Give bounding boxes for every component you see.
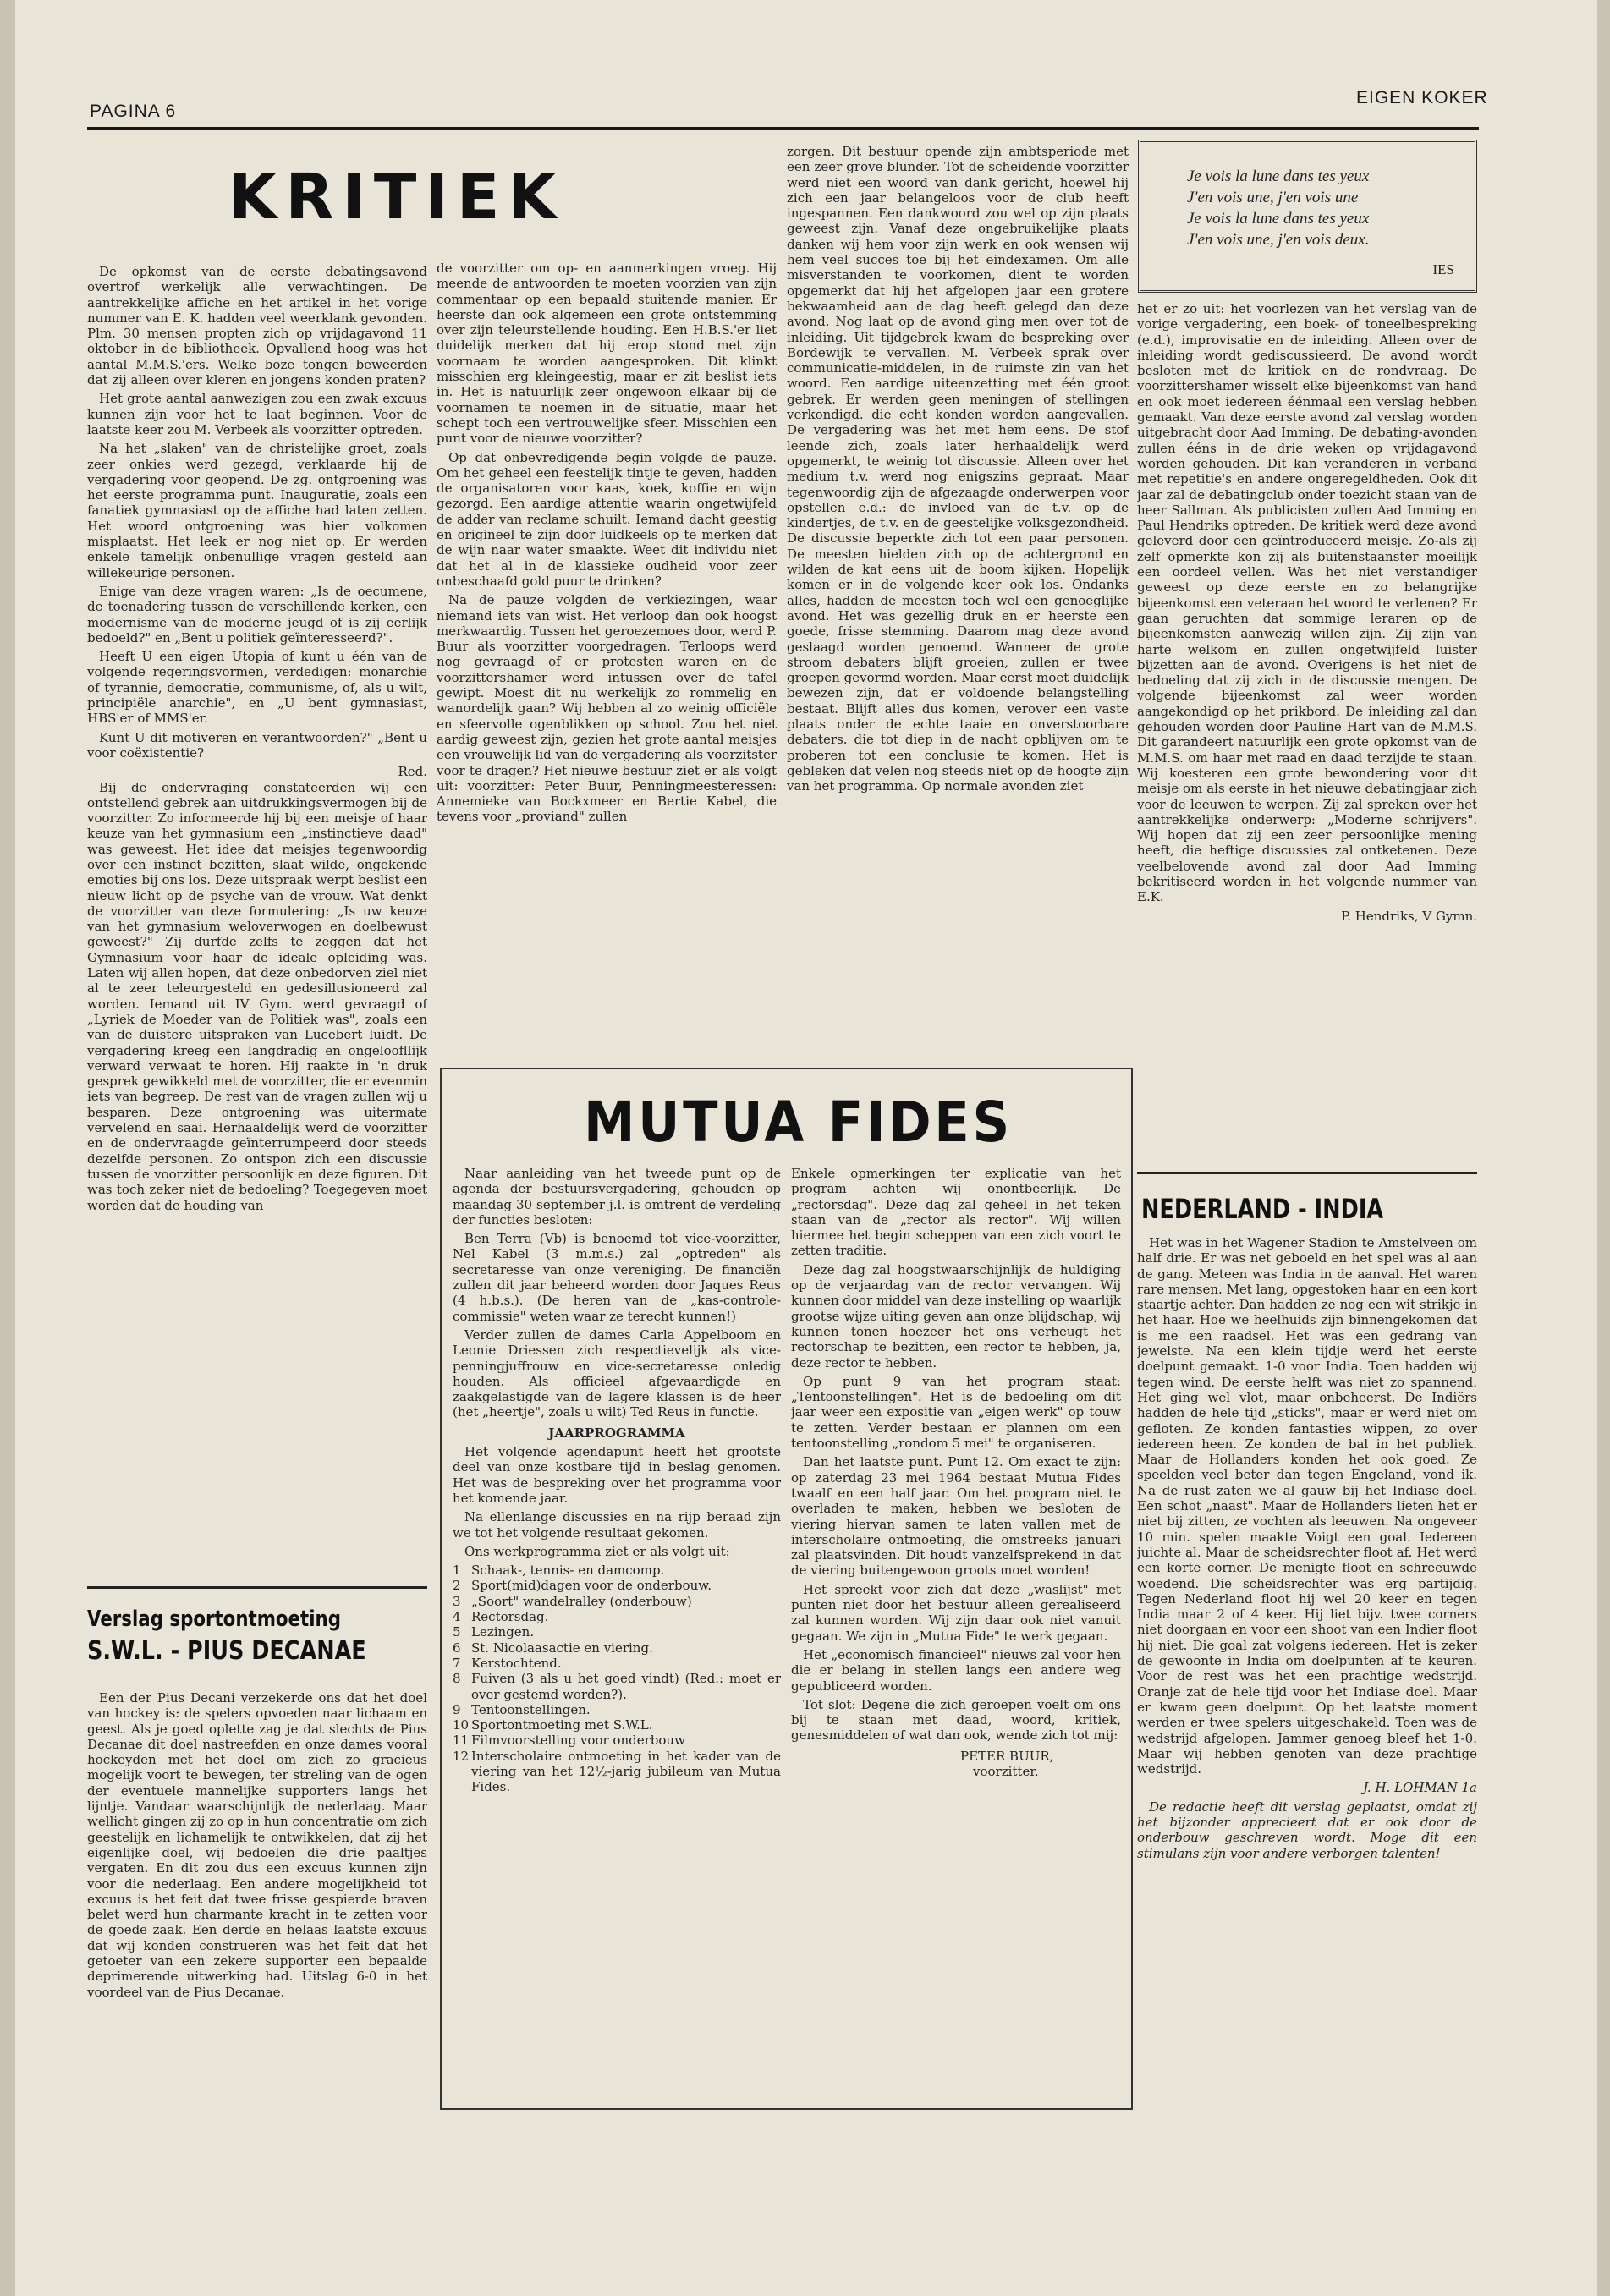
- paragraph: Het was in het Wagener Stadion te Amstelveen om half drie. Er was net geboeld en het spel was al aan de gang. Meteen was India in de aanval. Het waren rare mensen. Met lang, opgestoken haar en een kort staartje achter. Dan hadden ze nog een wit strikje in het haar. Hoe we heelhuids zijn binnengekomen dat is me een raadsel. Het was een gedrang van jewelste. Na een klein tijdje werd het eerste doelpunt gemaakt. 1-0 voor India. Toen hadden wij tegen wind. De eerste helft was niet zo spannend. Het ging wel vlot, maar onbeheerst. De Indiërs hadden de hele tijd „sticks", maar er werd niet om gefloten. Ze konden fantasties wippen, zo over iedereen heen. Ze konden de bal in het publiek. Maar de Hollanders konden het ook goed. Ze speelden veel beter dan tegen Engeland, vond ik. Na de rust zaten we al gauw bij het Indiase doel. Een schot „naast". Maar de Hollanders lieten het er niet bij zitten, ze vochten als leeuwen. Na ongeveer 10 min. spelen maakte Voigt een goal. Iedereen juichte al. Maar de scheidsrechter floot af. Het werd een korte corner. De menigte floot en schreeuwde woedend. Die scheidsrechter was erg partijdig. Tegen Nederland floot hij wel 20 keer en tegen India maar 2 of 4 keer. Hij liet bijv. twee corners niet doorgaan en voor een shoot van een Indier floot hij niet. Die goal zat volgens iedereen. Het is zeker de gewoonte in India om doelpunten af te keuren. Voor de rest was het een prachtige wedstrijd. Oranje zat de hele tijd voor het Indiase doel. Maar er kwam geen doelpunt. Op het laatste moment werden er twee spelers uitgeschakeld. Toen was de wedstrijd afgelopen. Jammer genoeg bleef het 1-0. Maar wij hebben genoten van deze prachtige wedstrijd.: [1137, 1235, 1477, 1777]
- mutua-right-column: [791, 1166, 1121, 2096]
- paragraph: Kunt U dit motiveren en verantwoorden?" „Bent u voor coëxistentie?: [87, 729, 427, 761]
- kritiek-column-3: [787, 144, 1129, 1053]
- paragraph: Bij de ondervraging constateerden wij een ontstellend gebrek aan uitdrukkingsvermogen bij de voorzitter. Zo informeerde hij bij een meisje of haar keuze van het gymnasium een „instinctieve daad" was geweest. Het idee dat meisjes tegenwoordig over een instinct bezitten, slaat wilde, ongekende emoties bij ons los. Deze uitspraak werpt beslist een nieuw licht op de psyche van de vrouw. Wat denkt de voorzitter van deze formulering: „Is uw keuze van het gymnasium weloverwogen en doelbewust geweest?" Zij durfde zelfs te zeggen dat het Gymnasium voor haar de ideale opleiding was. Laten wij allen hopen, dat deze onbedorven ziel niet al te zeer teleurgesteld en gedesillusioneerd zal worden. Iemand uit IV Gym. werd gevraagd of „Lyriek de Moeder van de Politiek was", zoals een van de duistere uitspraken van Lucebert luidt. De vergadering kreeg een langdradig en ongeloofllijk verward verwaat te horen. Hij raakte in 'n druk gesprek gewikkeld met de voorzitter, die er evenmin iets van begreep. De rest van de vragen zullen wij u besparen. Deze ontgroening was uitermate vervelend en saai. Herhaaldelijk werd de voorzitter en de ondervraagde geïnterrumpeerd door steeds dezelfde personen. Zo ontspon zich een discussie tussen de voorzitter persoonlijk en deze figuren. Dit was toch zeker niet de bedoeling? Toegegeven moet worden dat de houding van: [87, 779, 427, 1213]
- paragraph: Enkele opmerkingen ter explicatie van het program achten wij onontbeerlijk. De „rectorsdag". Deze dag zal geheel in het teken staan van de „rector als rector". Wij willen hiermee het begin scheppen van een zich voort te zetten traditie.: [791, 1166, 1121, 1259]
- poem-box: [1138, 140, 1477, 293]
- india-title: NEDERLAND - INDIA: [1141, 1193, 1384, 1225]
- program-item: [453, 1717, 781, 1733]
- program-item-number: 3: [453, 1593, 461, 1609]
- paragraph: Het volgende agendapunt heeft het grootste deel van onze kostbare tijd in beslag genomen. Het was de bespreking over het programma voor het komende jaar.: [453, 1444, 781, 1506]
- program-item-text: Interscholaire ontmoeting in het kader van de viering van het 12½-jarig jubileum van Mutua Fides.: [471, 1748, 781, 1795]
- editor-note-red: Red.: [398, 764, 427, 780]
- program-item: [453, 1578, 781, 1593]
- paragraph: zorgen. Dit bestuur opende zijn ambtsperiode met een zeer grove blunder. Tot de scheidende voorzitter werd niet een woord van dank gericht, hoewel hij zich een jaar belangeloos voor de club heeft ingespannen. Een dankwoord zou wel op zijn plaats geweest zijn. Vanaf deze ongebruikelijke plaats danken wij hem voor zijn werk en ook wensen wij hem veel succes toe bij het eindexamen. Om alle misverstanden te voorkomen, dient te worden opgemerkt dat hij het afgelopen jaar een grotere bekwaamheid aan de dag heeft gelegd dan deze avond. Nog laat op de avond ging men over tot de inleiding. Uit tijdgebrek kwam de bespreking over Bordewijk te vervallen. M. Verbeek sprak over communicatie-middelen, in de ruimste zin van het woord. Een aardige uiteenzetting met één groot gebrek. Er werden geen meningen of stellingen verkondigd. die echt konden worden aangevallen. De vergadering was het met hem eens. De stof leende zich, zoals later herhaaldelijk werd opgemerkt, te weinig tot discussie. Alleen over het medium t.v. werd nog enigszins gepraat. Maar tegenwoordig zijn de afgezaagde onderwerpen voor opstellen e.d.: de invloed van de t.v. op de kindertjes, de t.v. en de geestelijke volksgezondheid. De discussie beperkte zich tot een paar personen. De meesten hielden zich op de achtergrond en wilden de kat eens uit de boom kijken. Hopelijk komen er in de volgende keer ook los. Ondanks alles, hadden de meesten toch wel een genoeglijke avond. Het was gezellig druk en er heerste een goede, frisse stemming. Daarom mag deze avond geslaagd worden genoemd. Wanneer de grote stroom debaters blijft groeien, zullen er twee groepen gevormd worden. Maar eerst moet duidelijk bewezen zijn, dat er voldoende belangstelling bestaat. Blijft alles dus komen, verover een vaste plaats onder de echte taaie en onverstoorbare debaters. die tot diep in de nacht opblijven om te proberen tot een conclusie te komen. Het is gebleken dat velen nog steeds niet op de hoogte zijn van het programma. Op normale avonden ziet: [787, 144, 1129, 794]
- program-item-text: St. Nicolaasactie en viering.: [471, 1640, 653, 1656]
- program-item-number: 10: [453, 1717, 470, 1733]
- program-item-number: 2: [453, 1578, 461, 1594]
- paragraph: Een der Pius Decani verzekerde ons dat het doel van hockey is: de spelers opvoeden naar lichaam en geest. Als je goed oplette zag je dat slechts de Pius Decanae dit doel nastreefden en onze dames vooral hockeyden met het doel om zich zo gracieus mogelijk voort te bewegen, ter streling van de ogen der eventuele mannelijke supporters langs het lijntje. Vandaar waarschijnlijk de nederlaag. Maar wellicht gingen zij zo op in hun concentratie om zich geestelijk en lichamelijk te ontwikkelen, dat zij het eigenlijke doel, wij bedoelen die drie paaltjes vergaten. En dit zou dus een excuus kunnen zijn voor die nederlaag. Een andere mogelijkheid tot excuus is het feit dat twee frisse gespierde braven belet werd hun charmante kracht in te zetten voor de goede zaak. Een derde en helaas laatste excuus dat wij konden construeren was het feit dat het getoeter van een zekere supporter een bepaalde deprimerende uitwerking had. Uitslag 6-0 in het voordeel van de Pius Decanae.: [87, 1690, 427, 2000]
- paragraph: Het spreekt voor zich dat deze „waslijst" met punten niet door het bestuur alleen gerealiseerd zal kunnen worden. Wij zijn daar ook niet vanuit gegaan. We zijn in „Mutua Fide" te werk gegaan.: [791, 1581, 1121, 1644]
- program-item: [453, 1702, 781, 1717]
- poem-line: J'en vois une, j'en vois deux.: [1187, 231, 1370, 249]
- program-item-number: 12: [453, 1748, 470, 1764]
- sport-title: [87, 1603, 427, 1667]
- program-item-number: 5: [453, 1624, 461, 1640]
- program-item-text: Filmvoorstelling voor onderbouw: [471, 1733, 685, 1749]
- paragraph: Deze dag zal hoogstwaarschijnlijk de huldiging op de verjaardag van de rector vervangen. Wij kunnen door middel van deze instelling op waarlijk grootse wijze uiting geven aan onze blijdschap, wij kunnen tonen hoezeer het ons verheugt het rectorschap te bezitten, een rector te hebben, ja, deze rector te hebben.: [791, 1261, 1121, 1370]
- program-item-number: 7: [453, 1655, 461, 1671]
- program-item-text: Sportontmoeting met S.W.L.: [471, 1717, 653, 1733]
- program-item-text: „Soort" wandelralley (onderbouw): [471, 1593, 692, 1609]
- paragraph: Op punt 9 van het program staat: „Tentoonstellingen". Het is de bedoeling om dit jaar weer een expositie van „eigen werk" op touw te zetten. Verder bestaan er plannen om een tentoonstelling „rondom 5 mei" te organiseren.: [791, 1373, 1121, 1452]
- program-item: [453, 1656, 781, 1671]
- paragraph: Het „economisch financieel" nieuws zal voor hen die er belang in stellen langs een andere weg gepubliceerd worden.: [791, 1646, 1121, 1694]
- publication-name: EIGEN KOKER: [1356, 88, 1488, 107]
- paragraph: De opkomst van de eerste debatingsavond overtrof werkelijk alle verwachtingen. De aantrekkelijke affiche en het artikel in het vorige nummer van E. K. hadden veel weerklank gevonden. Plm. 30 mensen propten zich op vrijdagavond 11 oktober in de bibliotheek. Opvallend hoog was het aantal M.M.S.'ers. Welke boze tongen beweerden dat zij alleen over kleren en jongens konden praten?: [87, 264, 427, 388]
- mutua-left-column: [453, 1166, 781, 2096]
- paragraph: de voorzitter om op- en aanmerkingen vroeg. Hij meende de antwoorden te moeten voorzien van zijn commentaar op een bepaald stuitende manier. Er heerste dan ook algemeen een grote ontstemming over zijn teleurstellende houding. Een H.B.S.'er liet duidelijk merken dat hij erop stond met zijn voornaam te worden aangesproken. Dit klinkt misschien erg kleingeestig, maar er zit beslist iets in. Het is natuurlijk zeer ongewoon elkaar bij de voornamen te noemen in de situatie, maar het schept toch een vertrouwelijke sfeer. Misschien een punt voor de nieuwe voorzitter?: [437, 261, 777, 447]
- paragraph: Na het „slaken" van de christelijke groet, zoals zeer onkies werd gezegd, verklaarde hij de vergadering voor geopend. De zg. ontgroening was het eerste programma punt. Inauguratie, zoals een fanatiek gymnasiast op de affiche had laten zetten. Het woord ontgroening was hier volkomen misplaatst. Het leek er nog niet op. Er werden enkele tamelijk onbenullige vragen gesteld aan willekeurige personen.: [87, 441, 427, 580]
- signature-role: voorzitter.: [973, 1763, 1039, 1779]
- program-item-text: Fuiven (3 als u het goed vindt) (Red.: moet er over gestemd worden?).: [471, 1671, 781, 1702]
- india-top-rule: [1137, 1172, 1477, 1174]
- paragraph: Na ellenlange discussies en na rijp beraad zijn we tot het volgende resultaat gekomen.: [453, 1509, 781, 1541]
- poem-line: J'en vois une, j'en vois une: [1187, 189, 1359, 206]
- kritiek-column-1: [87, 264, 427, 1563]
- paragraph: Ben Terra (Vb) is benoemd tot vice-voorzitter, Nel Kabel (3 m.m.s.) zal „optreden" als secretaresse van onze vereniging. De financiën zullen dit jaar beheerd worden door Jaques Reus (4 h.b.s.). (De heren van de „kas-controle-commissie" weten waar ze terecht kunnen!): [453, 1231, 781, 1324]
- kritiek-signature: P. Hendriks, V Gymn.: [1341, 908, 1477, 924]
- sport-title-line-2: S.W.L. - PIUS DECANAE: [87, 1636, 366, 1666]
- poem-author: IES: [1432, 261, 1454, 277]
- program-subheading: JAARPROGRAMMA: [548, 1425, 685, 1441]
- program-item: [453, 1733, 781, 1748]
- program-item-number: 6: [453, 1640, 461, 1656]
- paragraph: Naar aanleiding van het tweede punt op de agenda der bestuursvergadering, gehouden op maandag 30 september j.l. is omtrent de verdeling der functies besloten:: [453, 1166, 781, 1228]
- paragraph: Heeft U een eigen Utopia of kunt u één van de volgende regeringsvormen, verdedigen: monarchie of tyrannie, democratie, communisme, of, als u wilt, principiële anarchie", en „U bent gymnasiast, HBS'er of MMS'er.: [87, 649, 427, 727]
- program-item-text: Tentoonstellingen.: [471, 1701, 591, 1717]
- program-list: [453, 1563, 781, 1794]
- program-item-text: Rectorsdag.: [471, 1609, 549, 1625]
- program-item-text: Lezingen.: [471, 1624, 535, 1640]
- editor-note: De redactie heeft dit verslag geplaatst, omdat zij het bijzonder apprecieert dat er ook door de onderbouw geschreven wordt. Moge dit een stimulans zijn voor andere verborgen talenten!: [1137, 1799, 1477, 1861]
- program-item-number: 11: [453, 1733, 470, 1749]
- program-item-number: 4: [453, 1609, 461, 1625]
- program-item-number: 8: [453, 1671, 461, 1687]
- paragraph: Enige van deze vragen waren: „Is de oecumene, de toenadering tussen de verschillende kerken, een modernisme van de moderne jeugd of is zij eerlijk bedoeld?" en „Bent u politiek geïnteresseerd?".: [87, 583, 427, 645]
- kritiek-title: KRITIEK: [228, 161, 565, 233]
- mutua-fides-title: MUTUA FIDES: [584, 1090, 1013, 1155]
- program-item: [453, 1624, 781, 1640]
- program-item: [453, 1671, 781, 1702]
- program-item-text: Sport(mid)dagen voor de onderbouw.: [471, 1578, 712, 1594]
- program-item-text: Schaak-, tennis- en damcomp.: [471, 1563, 665, 1579]
- paragraph: Dan het laatste punt. Punt 12. Om exact te zijn: op zaterdag 23 mei 1964 bestaat Mutua Fides twaalf en een half jaar. Om het program niet te overladen te maken, hebben we besloten de viering hiervan samen te laten vallen met de interscholaire ontmoeting, die omstreeks januari zal plaatsvinden. Dit houdt vanzelfsprekend in dat de viering buitengewoon groots moet worden!: [791, 1454, 1121, 1579]
- signature-name: PETER BUUR,: [960, 1748, 1054, 1764]
- paragraph: Ons werkprogramma ziet er als volgt uit:: [464, 1543, 730, 1559]
- paragraph: Tot slot: Degene die zich geroepen voelt om ons bij te staan met daad, woord, kritiek, genesmiddelen of wat dan ook, wende zich tot mij:: [791, 1696, 1121, 1744]
- sport-top-rule: [87, 1586, 427, 1589]
- paragraph: het er zo uit: het voorlezen van het verslag van de vorige vergadering, een boek- of toneelbespreking (e.d.), improvisatie en de inleiding. Alleen over de inleiding wordt gediscussieerd. De avond wordt besloten met de kritiek en de rondvraag. De voorzittershamer wisselt elke bijeenkomst van hand en ook moet iedereen éénmaal een verslag hebben gemaakt. Van deze eerste avond zal verslag worden uitgebracht door Aad Imming. De debating-avonden zullen ééns in de drie weken op vrijdagavond worden gehouden. Dit kan veranderen in verband met repetitie's en andere ongeregeldheden. Ook dit jaar zal de debatingclub onder toezicht staan van de heer Sallman. Als publicisten zullen Aad Imming en Paul Hendriks optreden. De kritiek werd deze avond geleverd door een geïntroduceerd meisje. Zo-als zij zelf opmerkte kon zij als buitenstaanster moeilijk een oordeel vellen. Was het niet verstandiger geweest op deze eerste en zo belangrijke bijeenkomst een veteraan het woord te verlenen? Er gaan geruchten dat sommige leraren op de bijeenkomsten aanwezig willen zijn. Zij zijn van harte welkom en zullen ongetwijfeld luister bijzetten aan de avond. Overigens is het niet de bedoeling dat zij zich in de discussie mengen. De volgende bijeenkomst zal weer worden aangekondigd op het prikbord. De inleiding zal dan gehouden worden door Pauline Hart van de M.M.S. Dit garandeert natuurlijk een grote opkomst van de M.M.S. om haar met raad en daad terzijde te staan. Wij koesteren een grote bewondering voor dit meisje om als eerste in het nieuwe debatingjaar zich voor de leeuwen te werpen. Zij zal spreken over het aantrekkelijke onderwerp: „Moderne schrijvers". Wij hopen dat zij een zeer persoonlijke mening heeft, die heftige discussies zal ontketenen. Deze veelbelovende avond zal door Aad Imming bekritiseerd worden in het volgende nummer van E.K.: [1137, 301, 1477, 905]
- paragraph: Het grote aantal aanwezigen zou een zwak excuus kunnen zijn voor het te laat beginnen. Voor de laatste keer zou M. Verbeek als voorzitter optreden.: [87, 391, 427, 437]
- india-author: J. H. LOHMAN 1a: [1363, 1780, 1477, 1796]
- page-number: PAGINA 6: [90, 102, 177, 121]
- india-article: [1137, 1235, 1477, 2149]
- paragraph: Op dat onbevredigende begin volgde de pauze. Om het geheel een feestelijk tintje te geven, hadden de organisatoren voor kaas, koek, koffie en wijn gezorgd. Een aardige attentie waarin ongetwijfeld de adder van reclame schuilt. Iemand dacht geestig en origineel te zijn door luidkeels op te merken dat de wijn naar water smaakte. Weet dit individu niet dat het al in de klassieke oudheid voor zeer onbeschaafd gold puur te drinken?: [437, 449, 777, 589]
- program-item-text: Kerstochtend.: [471, 1655, 562, 1671]
- header-rule: [87, 127, 1479, 130]
- kritiek-column-2: [437, 261, 777, 1047]
- kritiek-column-4: [1137, 301, 1477, 1147]
- program-item: [453, 1640, 781, 1656]
- sport-article: [87, 1690, 427, 2147]
- poem-line: Je vois la lune dans tes yeux: [1187, 210, 1370, 228]
- program-item-number: 9: [453, 1701, 461, 1717]
- program-item: [453, 1749, 781, 1795]
- program-item: [453, 1609, 781, 1624]
- program-item: [453, 1594, 781, 1609]
- paragraph: Verder zullen de dames Carla Appelboom en Leonie Driessen zich respectievelijk als vice-penningjuffrouw en vice-secretaresse onledig houden. Als officieel afgevaardigde en zaakgelastigde van de lagere klassen is de heer (het „heertje", zoals u wilt) Ted Reus in functie.: [453, 1327, 781, 1420]
- sport-title-line-1: Verslag sportontmoeting: [87, 1607, 341, 1632]
- program-item: [453, 1563, 781, 1578]
- poem-line: Je vois la lune dans tes yeux: [1187, 168, 1370, 185]
- paragraph: Na de pauze volgden de verkiezingen, waar niemand iets van wist. Het verloop dan ook hoogst merkwaardig. Tussen het geroezemoes door, werd P. Buur als voorzitter voorgedragen. Terloops werd nog gevraagd of er protesten waren en de voorzittershamer werd intussen over de tafel gewipt. Moest dit nu werkelijk zo rommelig en wanordelijk gaan? Wij hebben al zo weinig officiële en sfeervolle ogenblikken op school. Zou het niet aardig geweest zijn, gezien het grote aantal meisjes een vrouwelijk lid van de vergadering als voorzitster voor te dragen? Het nieuwe bestuur ziet er als volgt uit: voorzitter: Peter Buur, Penningmeesteressen: Annemieke van Bockxmeer en Bertie Kabel, die tevens voor „proviand" zullen: [437, 592, 777, 825]
- program-item-number: 1: [453, 1563, 461, 1579]
